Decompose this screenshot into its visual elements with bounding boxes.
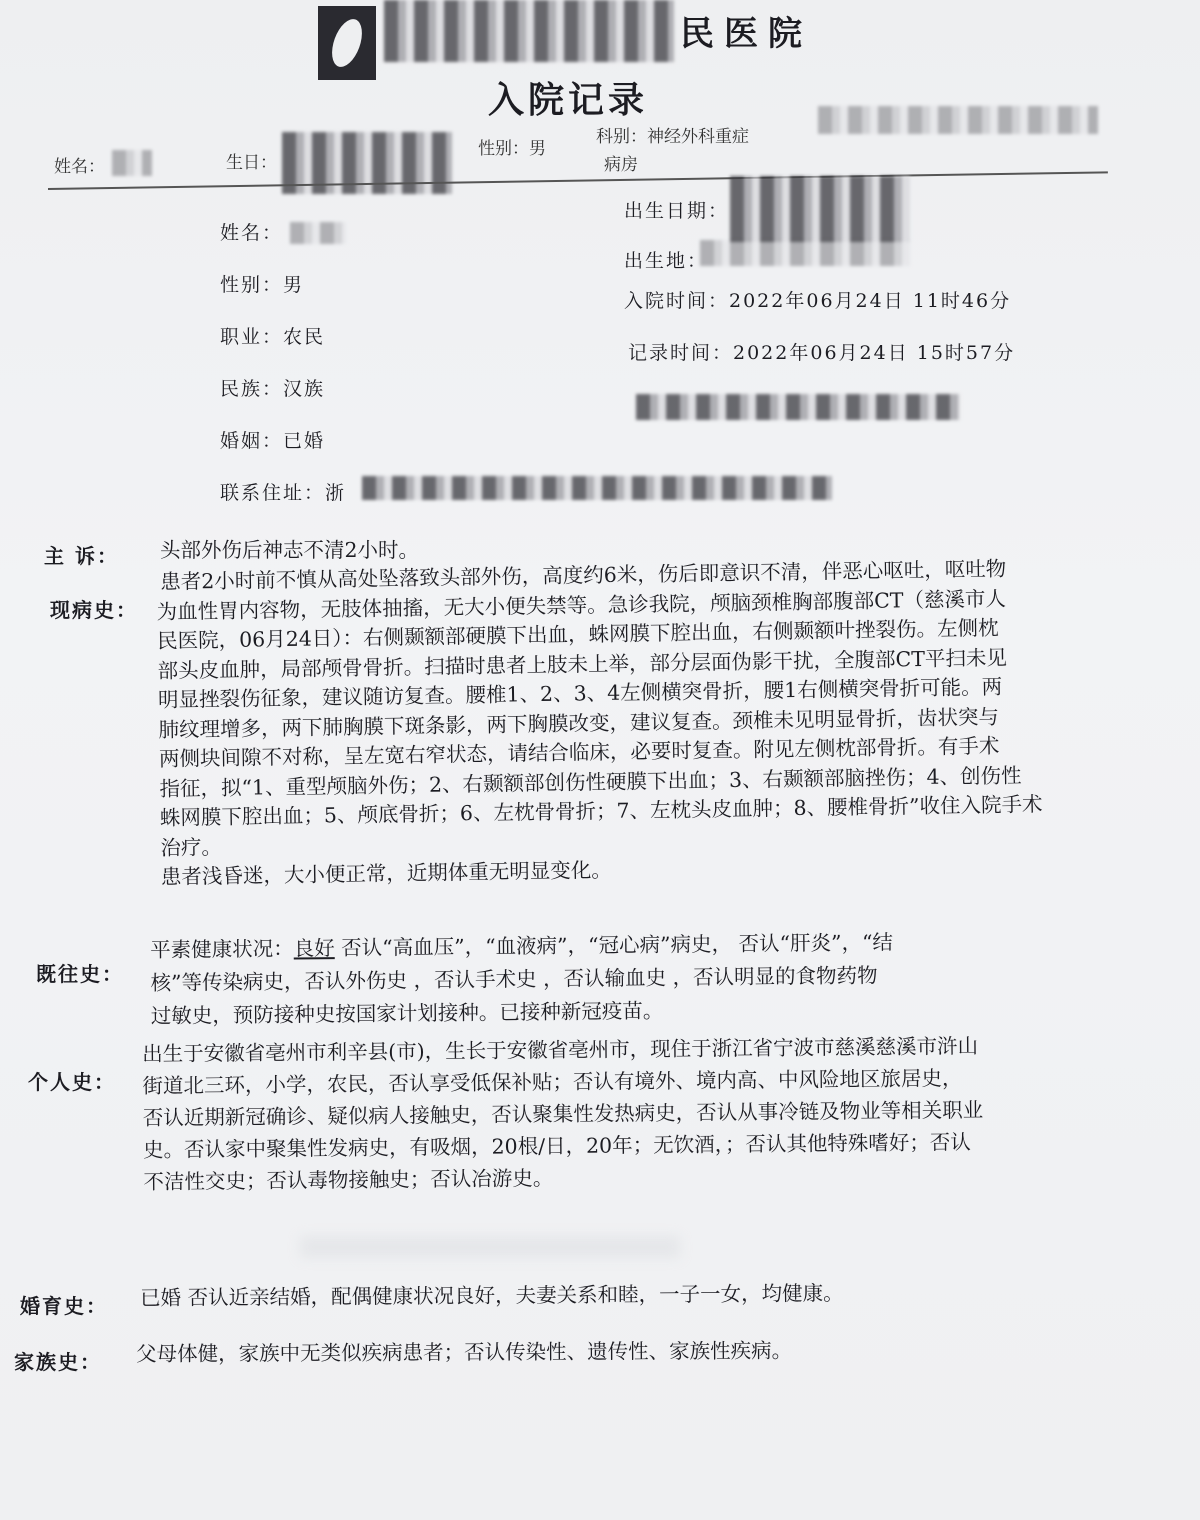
chief-complaint-label: 主 诉： <box>44 544 119 568</box>
past-history-label: 既往史： <box>36 962 124 986</box>
paper-smudge <box>300 1236 680 1258</box>
info-ethnicity: 民族：汉族 <box>220 378 326 400</box>
header-department: 科别：神经外科重症 <box>596 127 749 147</box>
present-illness-line: 指征，拟“1、重型颅脑外伤；2、右颞额部创伤性硬膜下出血；3、右颞额部脑挫伤；4、创伤性 <box>159 762 1022 801</box>
past-history-line2: 核”等传染病史，否认外伤史 ，否认手术史 ，否认输血史 ，否认明显的食物药物 <box>150 963 878 995</box>
header-divider <box>48 171 1108 190</box>
past-history-text <box>150 926 894 1033</box>
personal-history-label: 个人史： <box>28 1070 116 1094</box>
personal-history-line: 出生于安徽省亳州市利辛县(市)，生长于安徽省亳州市，现住于浙江省宁波市慈溪慈溪市浒山 <box>142 1033 979 1066</box>
past-history-line1: 否认“高血压”，“血液病”，“冠心病”病史， 否认“肝炎”，“结 <box>334 930 894 961</box>
family-history-label: 家族史： <box>14 1350 102 1374</box>
redacted-address <box>362 476 832 500</box>
hospital-logo-icon <box>318 6 376 80</box>
chief-complaint-text: 头部外伤后神志不清2小时。 <box>160 538 420 562</box>
redacted-header-id <box>818 106 1098 134</box>
info-record-time: 记录时间：2022年06月24日 15时57分 <box>628 342 1016 364</box>
present-illness-line: 肺纹理增多，两下肺胸膜下斑条影，两下胸膜改变，建议复查。颈椎未见明显骨折，齿状突与 <box>158 704 1000 742</box>
info-name: 姓名： <box>220 222 284 244</box>
present-illness-line: 两侧块间隙不对称，呈左宽右窄状态，请结合临床，必要时复查。附见左侧枕部骨折。有手术 <box>158 733 1000 771</box>
past-history-line3: 过敏史，预防接种史按国家计划接种。已接种新冠疫苗。 <box>150 998 664 1028</box>
info-gender: 性别：男 <box>220 274 305 296</box>
header-gender: 性别：男 <box>478 139 546 159</box>
personal-history-line: 街道北三环，小学，农民，否认享受低保补贴；否认有境外、境内高、中风险地区旅居史， <box>142 1066 963 1098</box>
info-admit-time: 入院时间：2022年06月24日 11时46分 <box>624 290 1012 312</box>
redacted-header-name <box>112 150 152 176</box>
health-status-value: 良好 <box>293 936 335 961</box>
info-occupation: 职业：农民 <box>220 326 326 348</box>
present-illness-label: 现病史： <box>50 598 138 622</box>
present-illness-line: 民医院，06月24日）：右侧颞额部硬膜下出血，蛛网膜下腔出血，右侧颞额叶挫裂伤。左侧枕 <box>156 615 999 653</box>
personal-history-line: 不洁性交史；否认毒物接触史；否认冶游史。 <box>143 1166 554 1194</box>
present-illness-line: 部头皮血肿，局部颅骨骨折。扫描时患者上肢未上举，部分层面伪影干扰，全腹部CT平扫未见 <box>157 645 1008 683</box>
info-marital: 婚姻：已婚 <box>220 430 326 452</box>
present-illness-line: 蛛网膜下腔出血；5、颅底骨折；6、左枕骨骨折；7、左枕头皮血肿；8、腰椎骨折”收住入院手术 <box>159 792 1043 830</box>
info-birth-date: 出生日期： <box>624 200 730 222</box>
present-illness-line: 为血性胃内容物，无肢体抽搐，无大小便失禁等。急诊我院，颅脑颈椎胸部腹部CT（慈溪市人 <box>156 586 1007 624</box>
info-address: 联系住址：浙 <box>220 482 347 504</box>
marital-history-text: 已婚 否认近亲结婚，配偶健康状况良好，夫妻关系和睦，一子一女，均健康。 <box>140 1281 844 1310</box>
redacted-statement-line <box>636 394 960 420</box>
present-illness-text <box>156 554 1044 892</box>
present-illness-line: 明显挫裂伤征象，建议随访复查。腰椎1、2、3、4左侧横突骨折，腰1右侧横突骨折可能。两 <box>157 674 1003 712</box>
personal-history-text <box>142 1030 984 1198</box>
redacted-birth-date <box>730 176 910 242</box>
personal-history-line: 史。否认家中聚集性发病史，有吸烟，20根/日，20年；无饮酒，；否认其他特殊嗜好；否认 <box>142 1130 971 1162</box>
family-history-text: 父母体健，家族中无类似疾病患者；否认传染性、遗传性、家族性疾病。 <box>136 1338 793 1366</box>
personal-history-line: 否认近期新冠确诊、疑似病人接触史，否认聚集性发热病史，否认从事冷链及物业等相关职业 <box>142 1097 984 1130</box>
redacted-hospital-prefix <box>384 0 674 62</box>
redacted-name <box>290 222 346 244</box>
header-ward: 病房 <box>604 155 638 175</box>
header-name-label: 姓名： <box>54 157 105 177</box>
hospital-name: 民医院 <box>680 14 812 54</box>
present-illness-line: 患者2小时前不慎从高处坠落致头部外伤，高度约6米，伤后即意识不清，伴恶心呕吐，呕吐物 <box>160 556 1007 594</box>
header-birth-label: 生日： <box>226 153 277 173</box>
info-birth-place: 出生地： <box>624 250 709 272</box>
present-illness-line: 治疗。 <box>160 834 223 860</box>
document-title: 入院记录 <box>488 79 649 121</box>
present-illness-line: 患者浅昏迷，大小便正常，近期体重无明显变化。 <box>160 857 612 889</box>
redacted-birth-place <box>700 240 910 266</box>
past-history-prefix: 平素健康状况： <box>150 936 294 962</box>
marital-history-label: 婚育史： <box>20 1294 108 1318</box>
